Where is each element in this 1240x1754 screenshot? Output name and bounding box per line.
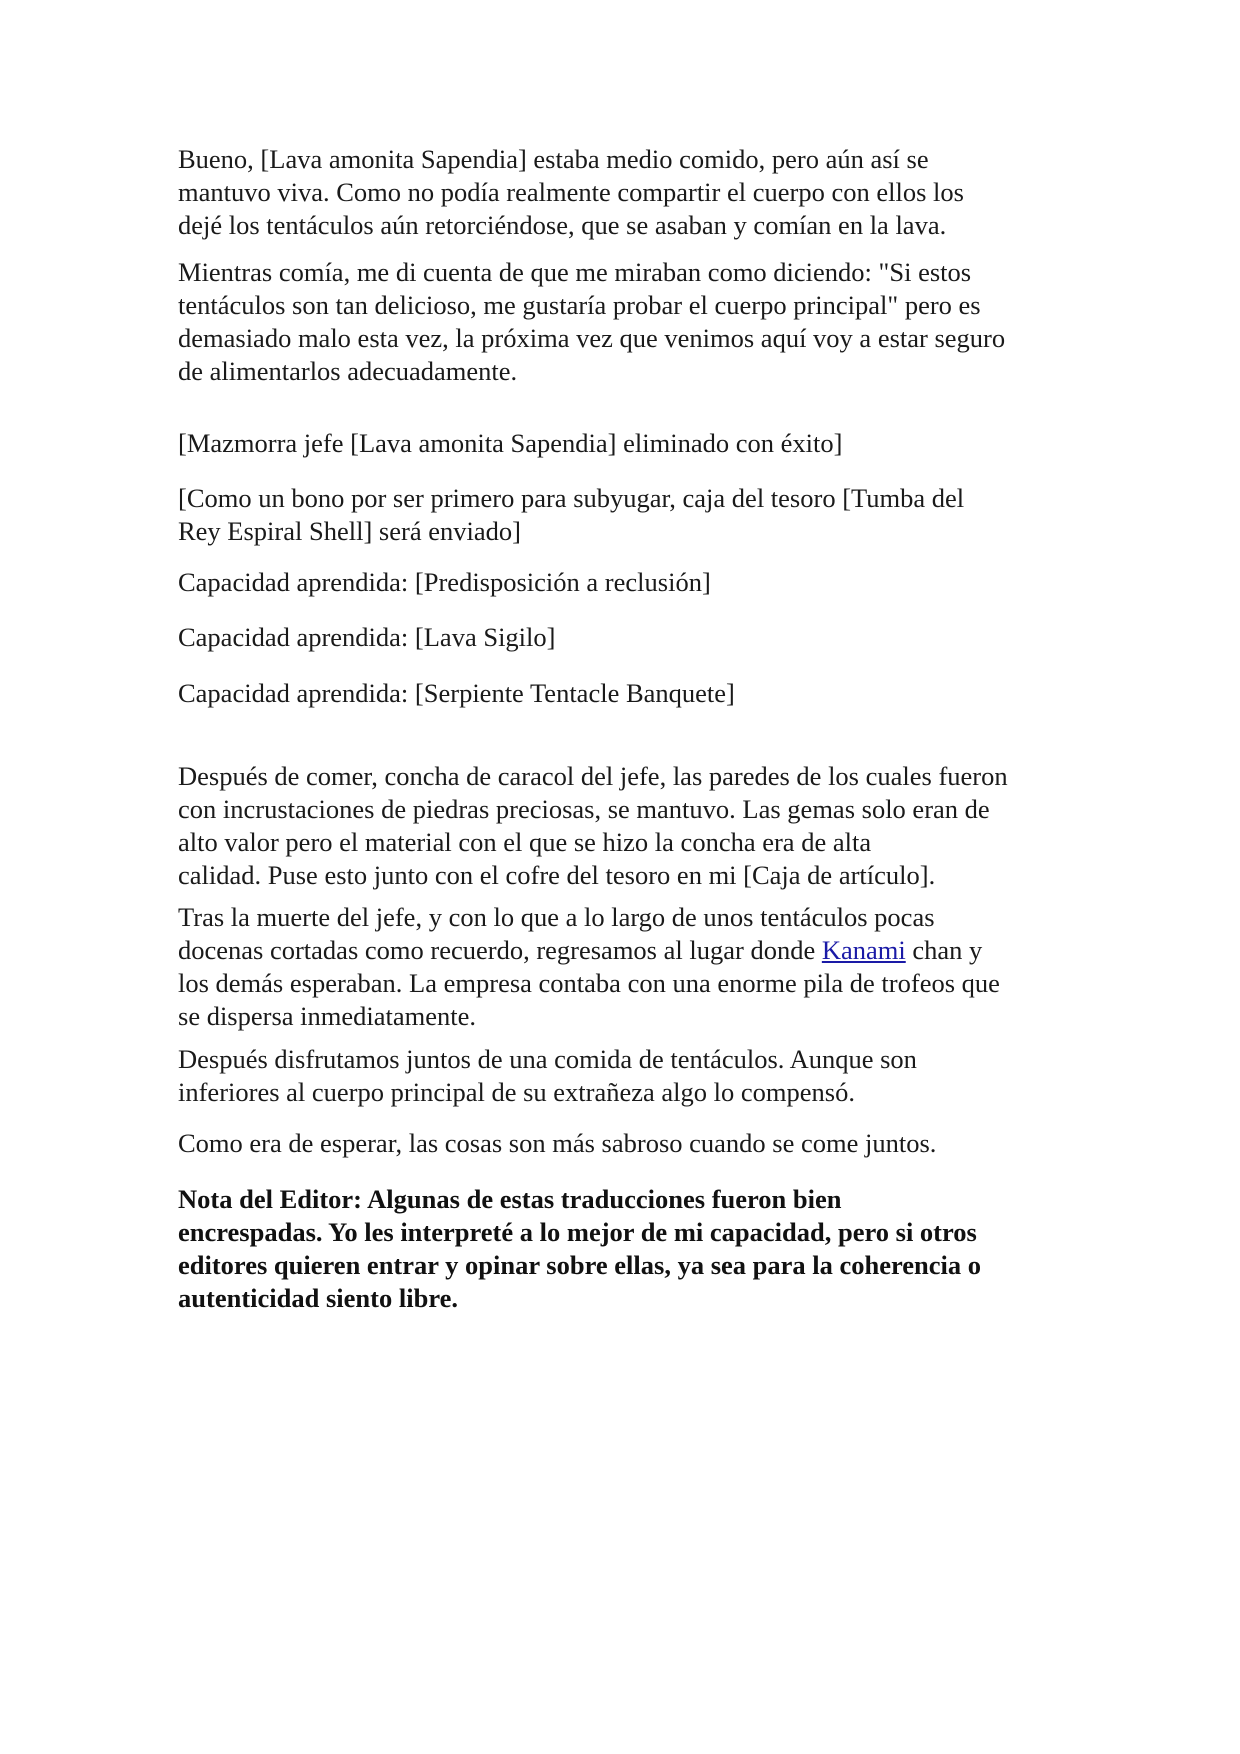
paragraph-7 <box>178 677 1078 710</box>
text-line: se dispersa inmediatamente. <box>178 1001 477 1031</box>
paragraph-4 <box>178 482 1078 548</box>
text-line: Capacidad aprendida: [Serpiente Tentacle Banquete] <box>178 678 735 708</box>
text-line: inferiores al cuerpo principal de su extrañeza algo lo compensó. <box>178 1077 855 1107</box>
paragraph-3 <box>178 427 1078 460</box>
text-line: alto valor pero el material con el que se hizo la concha era de alta <box>178 827 872 857</box>
text-line: dejé los tentáculos aún retorciéndose, que se asaban y comían en la lava. <box>178 210 947 240</box>
text-line: calidad. Puse esto junto con el cofre del tesoro en mi [Caja de artículo]. <box>178 860 936 890</box>
paragraph-6 <box>178 621 1078 654</box>
text-line: Después de comer, concha de caracol del jefe, las paredes de los cuales fueron <box>178 761 1008 791</box>
text-line: Capacidad aprendida: [Lava Sigilo] <box>178 622 556 652</box>
text-line: Mientras comía, me di cuenta de que me miraban como diciendo: "Si estos <box>178 257 972 287</box>
text-line: Después disfrutamos juntos de una comida de tentáculos. Aunque son <box>178 1044 917 1074</box>
paragraph-8 <box>178 760 1078 892</box>
text-line: de alimentarlos adecuadamente. <box>178 356 518 386</box>
text-line: encrespadas. Yo les interpreté a lo mejor de mi capacidad, pero si otros <box>178 1217 977 1247</box>
paragraph-1 <box>178 143 1078 242</box>
text-segment: chan y <box>905 935 983 965</box>
text-line: [Como un bono por ser primero para subyugar, caja del tesoro [Tumba del <box>178 483 965 513</box>
text-line: Bueno, [Lava amonita Sapendia] estaba medio comido, pero aún así se <box>178 144 929 174</box>
text-line: Rey Espiral Shell] será enviado] <box>178 516 521 546</box>
text-line: mantuvo viva. Como no podía realmente compartir el cuerpo con ellos los <box>178 177 964 207</box>
text-line: Nota del Editor: Algunas de estas traducciones fueron bien <box>178 1184 842 1214</box>
text-line: demasiado malo esta vez, la próxima vez que venimos aquí voy a estar seguro <box>178 323 1006 353</box>
text-line: Capacidad aprendida: [Predisposición a reclusión] <box>178 567 711 597</box>
text-line: Como era de esperar, las cosas son más sabroso cuando se come juntos. <box>178 1128 937 1158</box>
text-line: con incrustaciones de piedras preciosas, se mantuvo. Las gemas solo eran de <box>178 794 990 824</box>
paragraph-5 <box>178 566 1078 599</box>
kanami-link[interactable]: Kanami <box>821 935 906 965</box>
paragraph-9 <box>178 901 1078 1033</box>
text-line: tentáculos son tan delicioso, me gustaría probar el cuerpo principal" pero es <box>178 290 981 320</box>
text-segment: docenas cortadas como recuerdo, regresamos al lugar donde <box>178 935 822 965</box>
editor-note <box>178 1183 1078 1315</box>
text-line <box>178 934 1078 967</box>
text-line: [Mazmorra jefe [Lava amonita Sapendia] eliminado con éxito] <box>178 428 843 458</box>
text-line: editores quieren entrar y opinar sobre ellas, ya sea para la coherencia o <box>178 1250 982 1280</box>
text-line: los demás esperaban. La empresa contaba con una enorme pila de trofeos que <box>178 968 1000 998</box>
text-line: Tras la muerte del jefe, y con lo que a lo largo de unos tentáculos pocas <box>178 902 935 932</box>
paragraph-2 <box>178 256 1078 388</box>
paragraph-11 <box>178 1127 1078 1160</box>
paragraph-10 <box>178 1043 1078 1109</box>
text-line: autenticidad siento libre. <box>178 1283 458 1313</box>
